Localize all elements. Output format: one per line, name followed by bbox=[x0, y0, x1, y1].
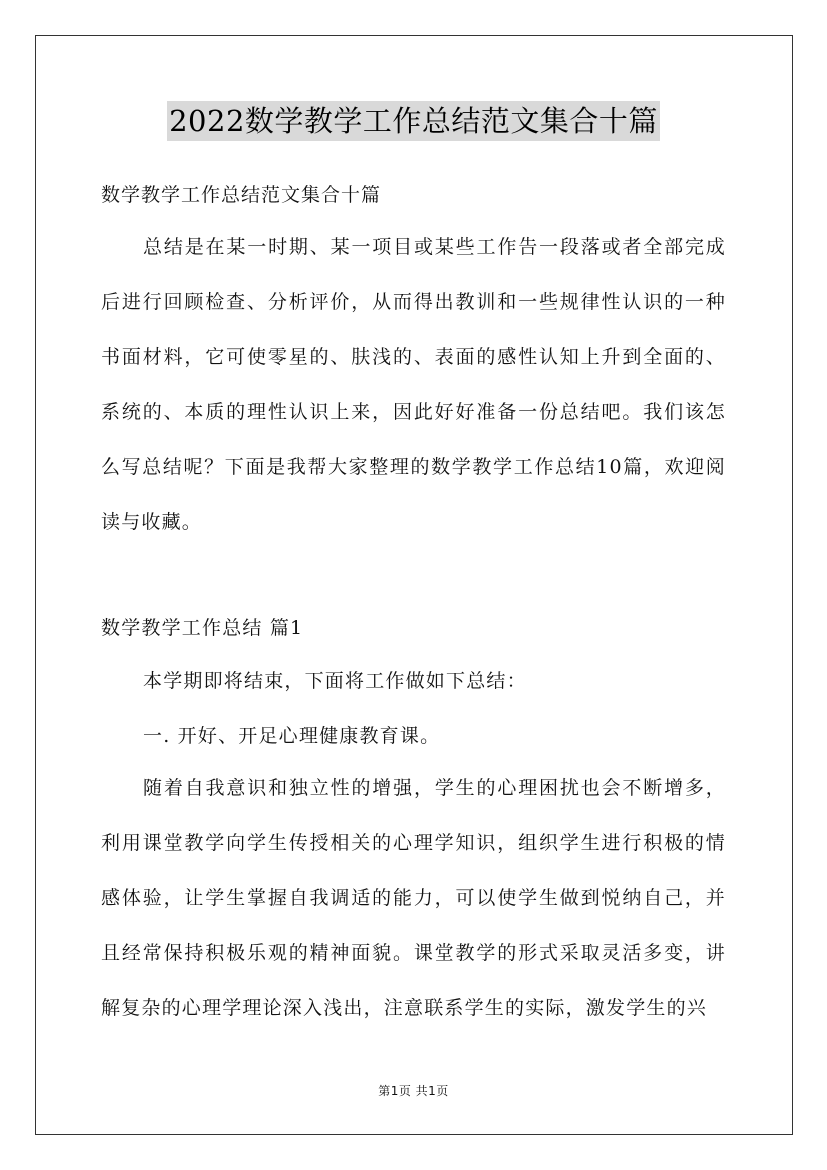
intro-block bbox=[101, 220, 726, 550]
document-subtitle: 数学教学工作总结范文集合十篇 bbox=[101, 184, 382, 206]
title-container bbox=[0, 101, 827, 141]
document-title: 2022数学教学工作总结范文集合十篇 bbox=[167, 101, 660, 141]
intro-paragraph: 总结是在某一时期、某一项目或某些工作告一段落或者全部完成后进行回顾检查、分析评价，从而得出教训和一些规律性认识的一种书面材料，它可使零星的、肤浅的、表面的感性认知上升到全面的、系统的、本质的理性认识上来，因此好好准备一份总结吧。我们该怎么写总结呢？下面是我帮大家整理的数学教学工作总结10篇，欢迎阅读与收藏。 bbox=[101, 236, 726, 533]
section-body-block bbox=[101, 761, 726, 1036]
section-intro: 本学期即将结束，下面将工作做如下总结： bbox=[143, 670, 527, 692]
page-footer: 第1页 共1页 bbox=[378, 1084, 449, 1098]
section-heading: 数学教学工作总结 篇1 bbox=[101, 617, 304, 639]
item-heading: 一. 开好、开足心理健康教育课。 bbox=[143, 725, 441, 747]
section-paragraph: 随着自我意识和独立性的增强，学生的心理困扰也会不断增多，利用课堂教学向学生传授相关的心理学知识，组织学生进行积极的情感体验，让学生掌握自我调适的能力，可以使学生做到悦纳自己，并且经常保持积极乐观的精神面貌。课堂教学的形式采取灵活多变，讲解复杂的心理学理论深入浅出，注意联系学生的实际，激发学生的兴 bbox=[101, 777, 726, 1019]
